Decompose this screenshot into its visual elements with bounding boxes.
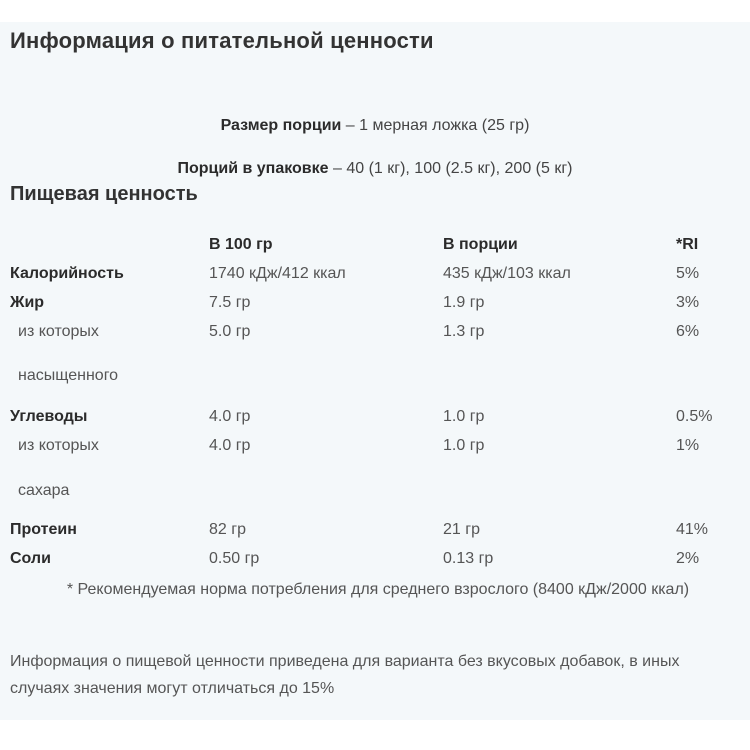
serving-size-value: – 1 мерная ложка (25 гр): [341, 117, 530, 134]
cell-saturated-ri: 6%: [676, 323, 700, 340]
cell-calories-per100: 1740 кДж/412 ккал: [209, 265, 346, 282]
ri-footnote: * Рекомендуемая норма потребления для среднего взрослого (8400 кДж/2000 ккал): [66, 581, 690, 598]
row-label-saturated-line1: из которых: [18, 323, 99, 340]
cell-carbs-serving: 1.0 гр: [443, 408, 485, 425]
cell-salt-serving: 0.13 гр: [443, 550, 494, 567]
cell-saturated-per100: 5.0 гр: [209, 323, 251, 340]
serving-size-line: [0, 117, 750, 135]
cell-sugar-serving: 1.0 гр: [443, 437, 485, 454]
servings-per-pack-line: [0, 160, 750, 178]
row-label-fat: Жир: [10, 294, 45, 311]
disclaimer-note: Информация о пищевой ценности приведена для варианта без вкусовых добавок, в иных случаях значения могут отличаться до 15%: [10, 653, 680, 697]
cell-calories-serving: 435 кДж/103 ккал: [443, 265, 571, 282]
cell-carbs-ri: 0.5%: [676, 408, 713, 425]
row-label-sugar-line1: из которых: [18, 437, 99, 454]
cell-protein-serving: 21 гр: [443, 521, 480, 538]
row-label-carbs: Углеводы: [10, 408, 88, 425]
cell-fat-serving: 1.9 гр: [443, 294, 485, 311]
cell-carbs-per100: 4.0 гр: [209, 408, 251, 425]
row-label-sugar-line2: сахара: [18, 482, 70, 499]
row-label-saturated-line2: насыщенного: [18, 367, 119, 384]
servings-per-pack-value: – 40 (1 кг), 100 (2.5 кг), 200 (5 кг): [328, 160, 573, 177]
cell-sugar-ri: 1%: [676, 437, 700, 454]
column-header-ri: *RI: [676, 236, 699, 253]
column-header-per-serving: В порции: [443, 236, 518, 253]
cell-salt-ri: 2%: [676, 550, 700, 567]
cell-saturated-serving: 1.3 гр: [443, 323, 485, 340]
cell-protein-per100: 82 гр: [209, 521, 246, 538]
cell-fat-ri: 3%: [676, 294, 700, 311]
cell-calories-ri: 5%: [676, 265, 700, 282]
column-header-per100: В 100 гр: [209, 236, 273, 253]
servings-per-pack-label: Порций в упаковке: [177, 160, 329, 177]
page-title: Информация о питательной ценности: [10, 28, 434, 53]
serving-size-label: Размер порции: [220, 117, 342, 134]
cell-fat-per100: 7.5 гр: [209, 294, 251, 311]
cell-salt-per100: 0.50 гр: [209, 550, 260, 567]
nutrition-section-title: Пищевая ценность: [10, 183, 198, 205]
row-label-calories: Калорийность: [10, 265, 124, 282]
row-label-protein: Протеин: [10, 521, 77, 538]
cell-protein-ri: 41%: [676, 521, 709, 538]
row-label-salt: Соли: [10, 550, 51, 567]
cell-sugar-per100: 4.0 гр: [209, 437, 251, 454]
